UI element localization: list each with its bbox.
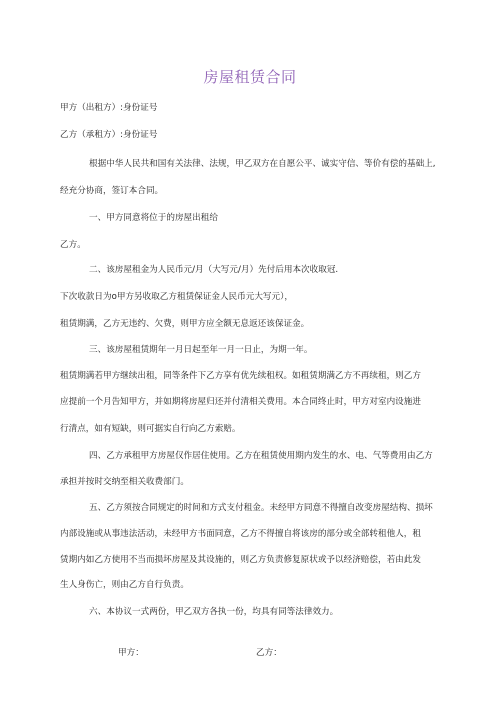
party-a-line: 甲方（出租方）:身份证号	[60, 103, 158, 113]
paragraph-line: 乙方。	[60, 240, 86, 250]
paragraph-line: 六、本协议一式两份，甲乙双方各执一份，均具有同等法律效力。	[89, 607, 339, 617]
signature-party-b: 乙方：	[256, 648, 282, 658]
paragraph-line: 三、该房屋租赁期年一月日起至年一月一日止，为期一年。	[89, 345, 313, 355]
paragraph-line: 行清点，如有短缺，则可据实自行向乙方索赔。	[60, 424, 241, 434]
paragraph-line: 租赁期满，乙方无违约、欠费，则甲方应全额无息返还该保证金。	[60, 319, 310, 329]
paragraph-line: 应提前一个月告知甲方，并如期将房屋归还并付清相关费用。本合同终止时，甲方对室内设施进	[60, 397, 421, 407]
paragraph-line: 赁期内如乙方使用不当而损坏房屋及其设施的，则乙方负责修复原状或予以经济赔偿，若由此发	[60, 555, 421, 565]
paragraph-line: 承担并按时交纳至相关收费部门。	[60, 477, 189, 487]
paragraph-line: 根据中华人民共和国有关法律、法规，甲乙双方在自愿公平、诚实守信、等价有偿的基础上,	[89, 159, 436, 169]
paragraph-line: 四、乙方承租甲方房屋仅作居住使用。乙方在租赁使用期内发生的水、电、气等费用由乙方	[89, 451, 433, 461]
paragraph-line: 五、乙方须按合同规定的时间和方式支付租金。未经甲方同意不得擅自改变房屋结构、损坏	[89, 503, 433, 513]
paragraph-line: 租赁期满若甲方继续出租，同等条件下乙方享有优先续租权。如租赁期满乙方不再续租，则乙方	[60, 371, 421, 381]
party-b-line: 乙方（承租方）:身份证号	[60, 130, 158, 140]
document-title: 房屋租赁合同	[203, 68, 297, 86]
paragraph-line: 下次收款日为o甲方另收取乙方租赁保证金人民币元大写元），	[60, 292, 293, 302]
paragraph-line: 生人身伤亡，则由乙方自行负责。	[60, 580, 189, 590]
paragraph-line: 一、甲方同意将位于的房屋出租给	[89, 213, 218, 223]
signature-party-a: 甲方：	[118, 648, 144, 658]
paragraph-line: 经充分协商，签订本合同。	[60, 186, 164, 196]
paragraph-line: 内部设施或从事违法活动，未经甲方书面同意，乙方不得擅自将该房的部分或全部转租他人，租	[60, 529, 421, 539]
paragraph-line: 二、该房屋租金为人民币元/月（大写元/月）先付后用本次收取冠.	[89, 265, 339, 275]
